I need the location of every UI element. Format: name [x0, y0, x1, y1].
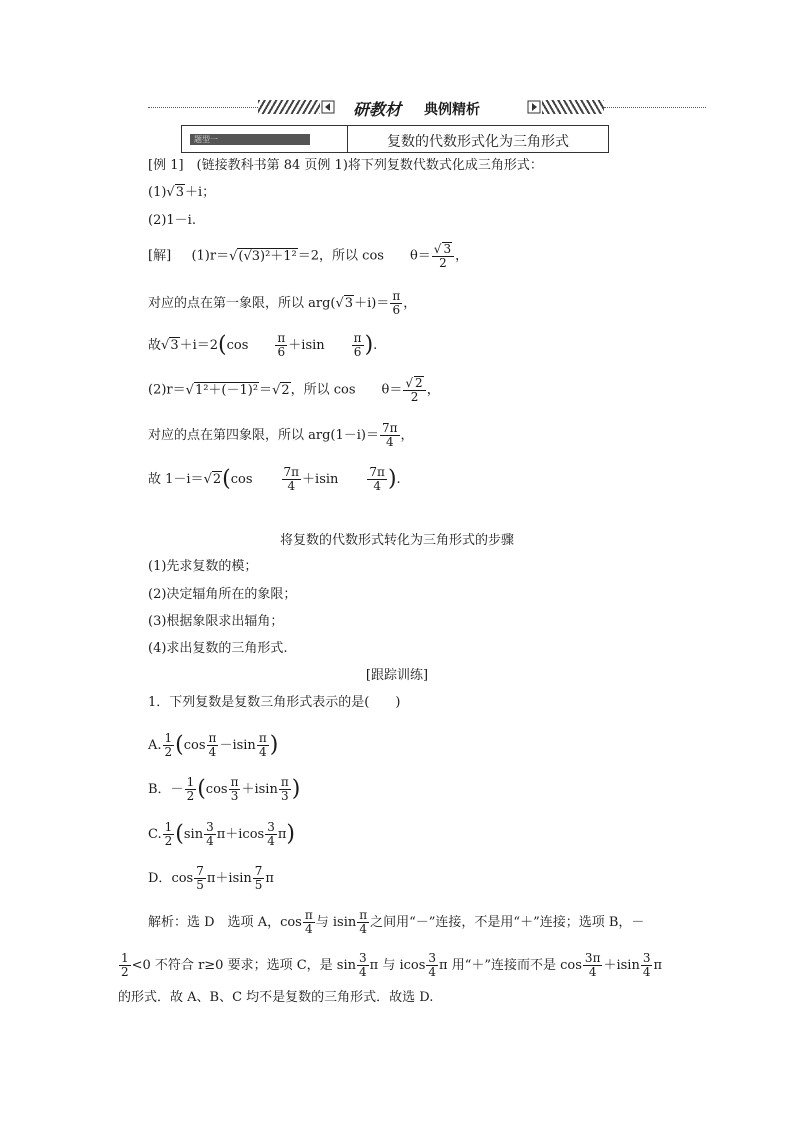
option-d: D．cos $\frac{7}{5}$ π＋isin $\frac{7}{5}$ π	[148, 864, 274, 892]
steps-item-3: (3)根据象限求出辐角；	[148, 614, 284, 629]
right-dotted-line	[604, 107, 706, 108]
steps-title: 将复数的代数形式转化为三角形式的步骤	[279, 533, 514, 548]
steps-item-1: (1)先求复数的模；	[148, 559, 258, 574]
solution-line6: 故 1－i＝√2(cos $\frac{7\pi}{4}$ ＋isin $\frac{7\pi}{4}$ ).	[148, 465, 401, 493]
topic-box	[181, 125, 609, 153]
header-right-tag: 典例精析	[424, 102, 480, 118]
example-item2: (2)1－i.	[148, 213, 196, 228]
analysis-line1: 解析：选 D 选项 A，cos $\frac{\pi}{4}$ 与 isin $\frac{\pi}{4}$ 之间用“－”连接，不是用“＋”连接；选项 B，－	[148, 908, 645, 936]
option-c: C. $\frac{1}{2}$ (sin $\frac{3}{4}$ π＋icos $\frac{3}{4}$ π)	[148, 820, 295, 848]
left-arrow-icon	[320, 99, 336, 115]
training-question: 1．下列复数是复数三角形式表示的是( )	[148, 695, 401, 710]
topic-title: 复数的代数形式化为三角形式	[387, 134, 569, 150]
analysis-line3: 的形式．故 A、B、C 均不是复数的三角形式．故选 D.	[118, 990, 434, 1005]
option-b: B．－ $\frac{1}{2}$ (cos $\frac{\pi}{3}$ ＋isin $\frac{\pi}{3}$ )	[148, 775, 301, 803]
solution-line1: [解] (1)r＝√(√3)²＋1²＝2，所以 cos θ＝ $\frac{√ 3}{2}$ ，	[148, 242, 469, 270]
solution-line2: 对应的点在第一象限，所以 arg(√3＋i)＝ $\frac{\pi}{6}$ ，	[148, 289, 417, 317]
steps-item-2: (2)决定辐角所在的象限；	[148, 587, 297, 602]
topic-label: 题型一	[190, 134, 310, 145]
topic-divider	[347, 126, 348, 152]
analysis-line2: $\frac{1}{2}$ <0 不符合 r≥0 要求；选项 C，是 sin $\frac{3}{4}$ π 与 icos $\frac{3}{4}$ π 用“＋”连接而不是 cos $\frac{3\pi}{4}$ ＋isin $\frac{3}{4}$ π	[121, 951, 663, 979]
solution-label: [解]	[148, 248, 172, 264]
right-arrow-icon	[526, 99, 542, 115]
solution-line4: (2)r＝√1²＋(－1)²＝√2，所以 cos θ＝ $\frac{√ 2}{2}$ ，	[148, 376, 440, 404]
right-hatched-bar	[542, 100, 604, 114]
solution-line5: 对应的点在第四象限，所以 arg(1－i)＝ $\frac{7\pi}{4}$ ，	[148, 421, 414, 449]
option-a: A. $\frac{1}{2}$ (cos $\frac{\pi}{4}$ －isin $\frac{\pi}{4}$ )	[148, 731, 279, 759]
left-dotted-line	[148, 107, 258, 108]
training-title: [跟踪训练]	[365, 668, 429, 683]
header-left-tag: 研教材	[353, 100, 402, 119]
solution-line3: 故√3＋i＝2(cos $\frac{\pi}{6}$ ＋isin $\frac{\pi}{6}$ ).	[148, 331, 378, 359]
example-item1: (1)√3＋i；	[148, 185, 216, 200]
example-intro: [例 1] (链接教科书第 84 页例 1)将下列复数代数式化成三角形式：	[148, 158, 543, 173]
steps-item-4: (4)求出复数的三角形式.	[148, 641, 288, 656]
left-hatched-bar	[258, 100, 320, 114]
